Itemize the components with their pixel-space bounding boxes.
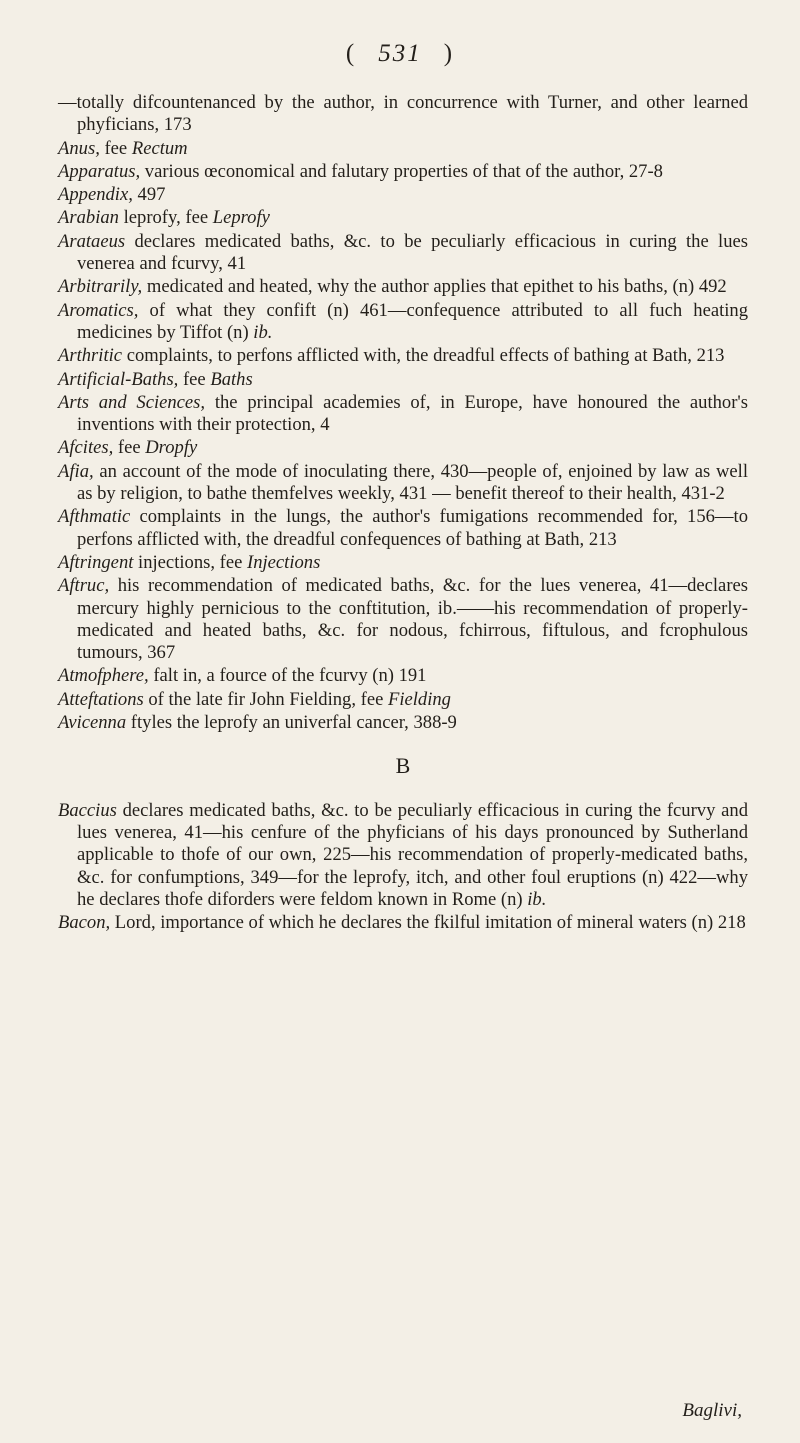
entry-cross-reference: Rectum	[131, 137, 188, 159]
index-entry	[58, 138, 748, 160]
entry-headword: Arbitrarily,	[58, 276, 143, 298]
index-section-a	[58, 92, 748, 734]
entry-headword: Afthmatic	[58, 506, 131, 528]
index-entry	[58, 345, 748, 367]
entry-text: of the late fir John Fielding, fee	[143, 688, 388, 710]
entry-text: various œconomical and falutary properties of that of the author, 27-8	[140, 160, 663, 182]
index-entry	[58, 276, 748, 298]
index-entry	[58, 552, 748, 574]
index-entry	[58, 437, 748, 459]
entry-text: 497	[132, 184, 166, 206]
entry-text: complaints, to perfons afflicted with, the dreadful effects of bathing at Bath, 213	[122, 345, 725, 367]
index-entry	[58, 575, 748, 664]
entry-text: falt in, a fource of the fcurvy (n) 191	[148, 665, 427, 687]
entry-headword: Apparatus,	[58, 160, 141, 182]
index-entry	[58, 665, 748, 687]
index-entry	[58, 689, 748, 711]
entry-cross-reference: Injections	[247, 551, 321, 573]
entry-headword: Appendix,	[58, 184, 133, 206]
index-entry	[58, 207, 748, 229]
entry-headword: Arabian	[58, 207, 119, 229]
folio-open-paren: (	[345, 40, 357, 67]
entry-headword: Anus,	[58, 137, 100, 159]
index-entry	[58, 461, 748, 506]
entry-text: fee	[113, 437, 146, 459]
index-entry	[58, 506, 748, 551]
index-entry	[58, 912, 748, 934]
page-number	[0, 40, 800, 68]
index-entry	[58, 184, 748, 206]
index-entry	[58, 300, 748, 345]
letter-heading-b: B	[395, 753, 411, 779]
entry-text: his recommendation of medicated baths, &c. for the lues venerea, 41—declares mercury highly pernicious to the conftitution, ib.——his recommendation of properly-medicated and heated baths, &c. for nodous, fchirrous, fiftulous, and fcrophulous tumours, 367	[77, 575, 748, 664]
entry-headword: Aftruc,	[58, 575, 110, 597]
index-body	[58, 92, 748, 935]
entry-text: fee	[99, 137, 132, 159]
entry-text: leprofy, fee	[118, 207, 213, 229]
entry-text: ftyles the leprofy an univerfal cancer, 388-9	[126, 712, 457, 734]
entry-text: medicated and heated, why the author applies that epithet to his baths, (n) 492	[142, 276, 727, 298]
index-entry	[58, 800, 748, 911]
entry-text: declares medicated baths, &c. to be peculiarly efficacious in curing the fcurvy and lues venerea, 41—his cenfure of the phyficians of his days pronounced by Sutherland applicable to thofe of our own, 225—his recommendation of properly-medicated baths, &c. for confumptions, 349—for the leprofy, itch, and other foul eruptions (n) 422—why he declares thofe diforders were feldom known in Rome (n)	[77, 799, 748, 910]
entry-text: injections, fee	[133, 551, 247, 573]
entry-headword: Arts and Sciences,	[58, 391, 206, 413]
entry-headword: Aftringent	[58, 551, 134, 573]
entry-headword: Artificial-Baths,	[58, 368, 179, 390]
entry-text: of what they confift (n) 461—confequence attributed to all fuch heating medicines by Tiffot (n)	[77, 299, 748, 343]
entry-cross-reference: Dropfy	[145, 437, 198, 459]
index-entry	[58, 231, 748, 276]
entry-headword: Aromatics,	[58, 299, 139, 321]
index-section-b	[58, 800, 748, 935]
entry-headword: Arataeus	[58, 230, 126, 252]
entry-headword: Afcites,	[58, 437, 114, 459]
folio-number: 531	[378, 40, 422, 67]
entry-text: fee	[178, 368, 211, 390]
entry-text: declares medicated baths, &c. to be peculiarly efficacious in curing the lues venerea and fcurvy, 41	[77, 230, 748, 275]
entry-cross-reference: Leprofy	[212, 207, 270, 229]
entry-headword: Atteftations	[58, 688, 144, 710]
index-entry	[58, 369, 748, 391]
entry-headword: Afia,	[58, 460, 94, 482]
entry-headword: Avicenna	[58, 712, 127, 734]
catchword: Baglivi,	[682, 1400, 742, 1421]
entry-headword: Bacon,	[58, 912, 111, 934]
index-entry	[58, 92, 748, 137]
entry-text: an account of the mode of inoculating there, 430—people of, enjoined by law as well as by religion, to bathe themfelves weekly, 431 — benefit thereof to their health, 431-2	[77, 460, 748, 505]
folio-close-paren: )	[443, 40, 455, 67]
entry-cross-reference: Baths	[210, 368, 253, 390]
index-entry	[58, 161, 748, 183]
entry-headword: Baccius	[58, 799, 117, 821]
entry-text: the principal academies of, in Europe, have honoured the author's inventions with their protection, 4	[77, 391, 749, 436]
entry-cross-reference: Fielding	[387, 688, 451, 710]
index-entry	[58, 392, 748, 437]
index-entry	[58, 712, 748, 734]
entry-cross-reference: ib.	[527, 888, 547, 910]
entry-headword: Atmofphere,	[58, 665, 149, 687]
entry-headword: Arthritic	[58, 345, 123, 367]
entry-text: complaints in the lungs, the author's fumigations recommended for, 156—to perfons afflicted with, the dreadful confequences of bathing at Bath, 213	[77, 506, 748, 550]
entry-cross-reference: ib.	[253, 321, 273, 343]
entry-text: —totally difcountenanced by the author, in concurrence with Turner, and other learned phyficians, 173	[58, 92, 748, 136]
entry-text: Lord, importance of which he declares the fkilful imitation of mineral waters (n) 218	[110, 912, 746, 934]
